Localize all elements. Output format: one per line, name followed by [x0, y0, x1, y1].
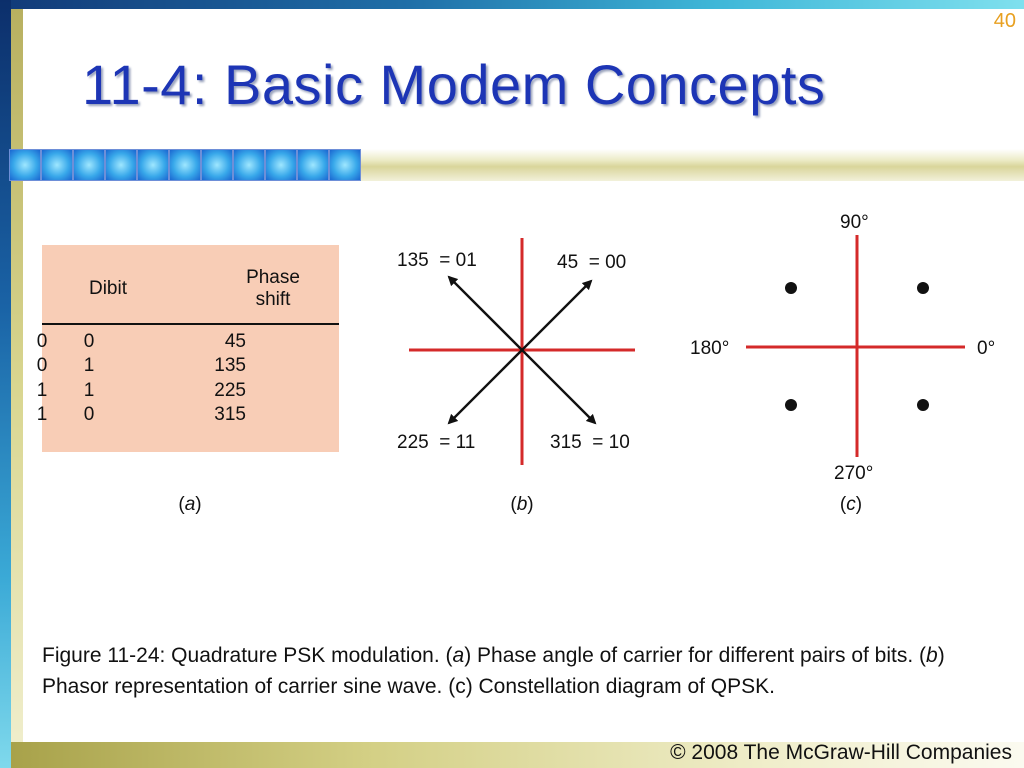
title-underline-bar — [361, 149, 1024, 181]
decorative-square — [9, 149, 41, 181]
constellation-label-0: 0° — [977, 338, 996, 359]
table-header-phase-shift: Phase shift — [246, 267, 300, 310]
frame-left-inner-border — [11, 9, 23, 768]
table-header-rule — [42, 323, 339, 325]
phasor-arrow-135 — [449, 277, 522, 350]
table-cell-bit2: 0 — [83, 404, 95, 425]
table-cell-bit2: 0 — [83, 331, 95, 352]
copyright-notice: © 2008 The McGraw-Hill Companies — [670, 741, 1012, 764]
figure-label-b: (b) — [510, 494, 534, 515]
constellation-point-315 — [917, 399, 929, 411]
decorative-square — [297, 149, 329, 181]
constellation-diagram — [680, 205, 1010, 490]
constellation-label-270: 270° — [834, 463, 874, 484]
table-cell-phase: 225 — [214, 380, 246, 401]
phasor-label-135: 135 = 01 — [397, 250, 477, 271]
phasor-arrow-315 — [522, 350, 595, 423]
table-cell-bit1: 1 — [36, 404, 48, 425]
figure-caption: Figure 11-24: Quadrature PSK modulation. (a) Phase angle of carrier for different pairs of bits. (b) Phasor representation of carrier sine wave. (c) Constellation diagram of QPSK. — [42, 644, 945, 698]
phasor-label-225: 225 = 11 — [397, 432, 476, 453]
decorative-square — [233, 149, 265, 181]
constellation-label-180: 180° — [690, 338, 730, 359]
slide-title: 11-4: Basic Modem Concepts — [82, 53, 826, 116]
table-cell-phase: 315 — [214, 404, 246, 425]
decorative-square — [105, 149, 137, 181]
table-cell-bit2: 1 — [83, 355, 95, 376]
phasor-diagram — [380, 225, 660, 475]
page-number: 40 — [993, 10, 1016, 32]
table-cell-bit1: 0 — [36, 331, 48, 352]
phasor-arrow-45 — [522, 281, 591, 350]
figure-label-a: (a) — [178, 494, 202, 515]
phasor-label-315: 315 = 10 — [550, 432, 630, 453]
figure-label-c: (c) — [839, 494, 863, 515]
decorative-square-strip — [9, 149, 361, 181]
decorative-square — [329, 149, 361, 181]
table-cell-phase: 135 — [214, 355, 246, 376]
constellation-label-90: 90° — [840, 212, 869, 233]
table-cell-phase: 45 — [224, 331, 246, 352]
phasor-arrow-225 — [449, 350, 522, 423]
table-cell-bit1: 1 — [36, 380, 48, 401]
constellation-point-225 — [785, 399, 797, 411]
frame-top-border — [0, 0, 1024, 9]
constellation-point-135 — [785, 282, 797, 294]
decorative-square — [265, 149, 297, 181]
decorative-square — [137, 149, 169, 181]
constellation-point-45 — [917, 282, 929, 294]
decorative-square — [201, 149, 233, 181]
decorative-square — [169, 149, 201, 181]
decorative-square — [41, 149, 73, 181]
phasor-label-45: 45 = 00 — [557, 252, 627, 273]
frame-left-border — [0, 0, 11, 768]
table-header-dibit: Dibit — [88, 278, 127, 299]
table-cell-bit1: 0 — [36, 355, 48, 376]
table-cell-bit2: 1 — [83, 380, 95, 401]
decorative-square — [73, 149, 105, 181]
